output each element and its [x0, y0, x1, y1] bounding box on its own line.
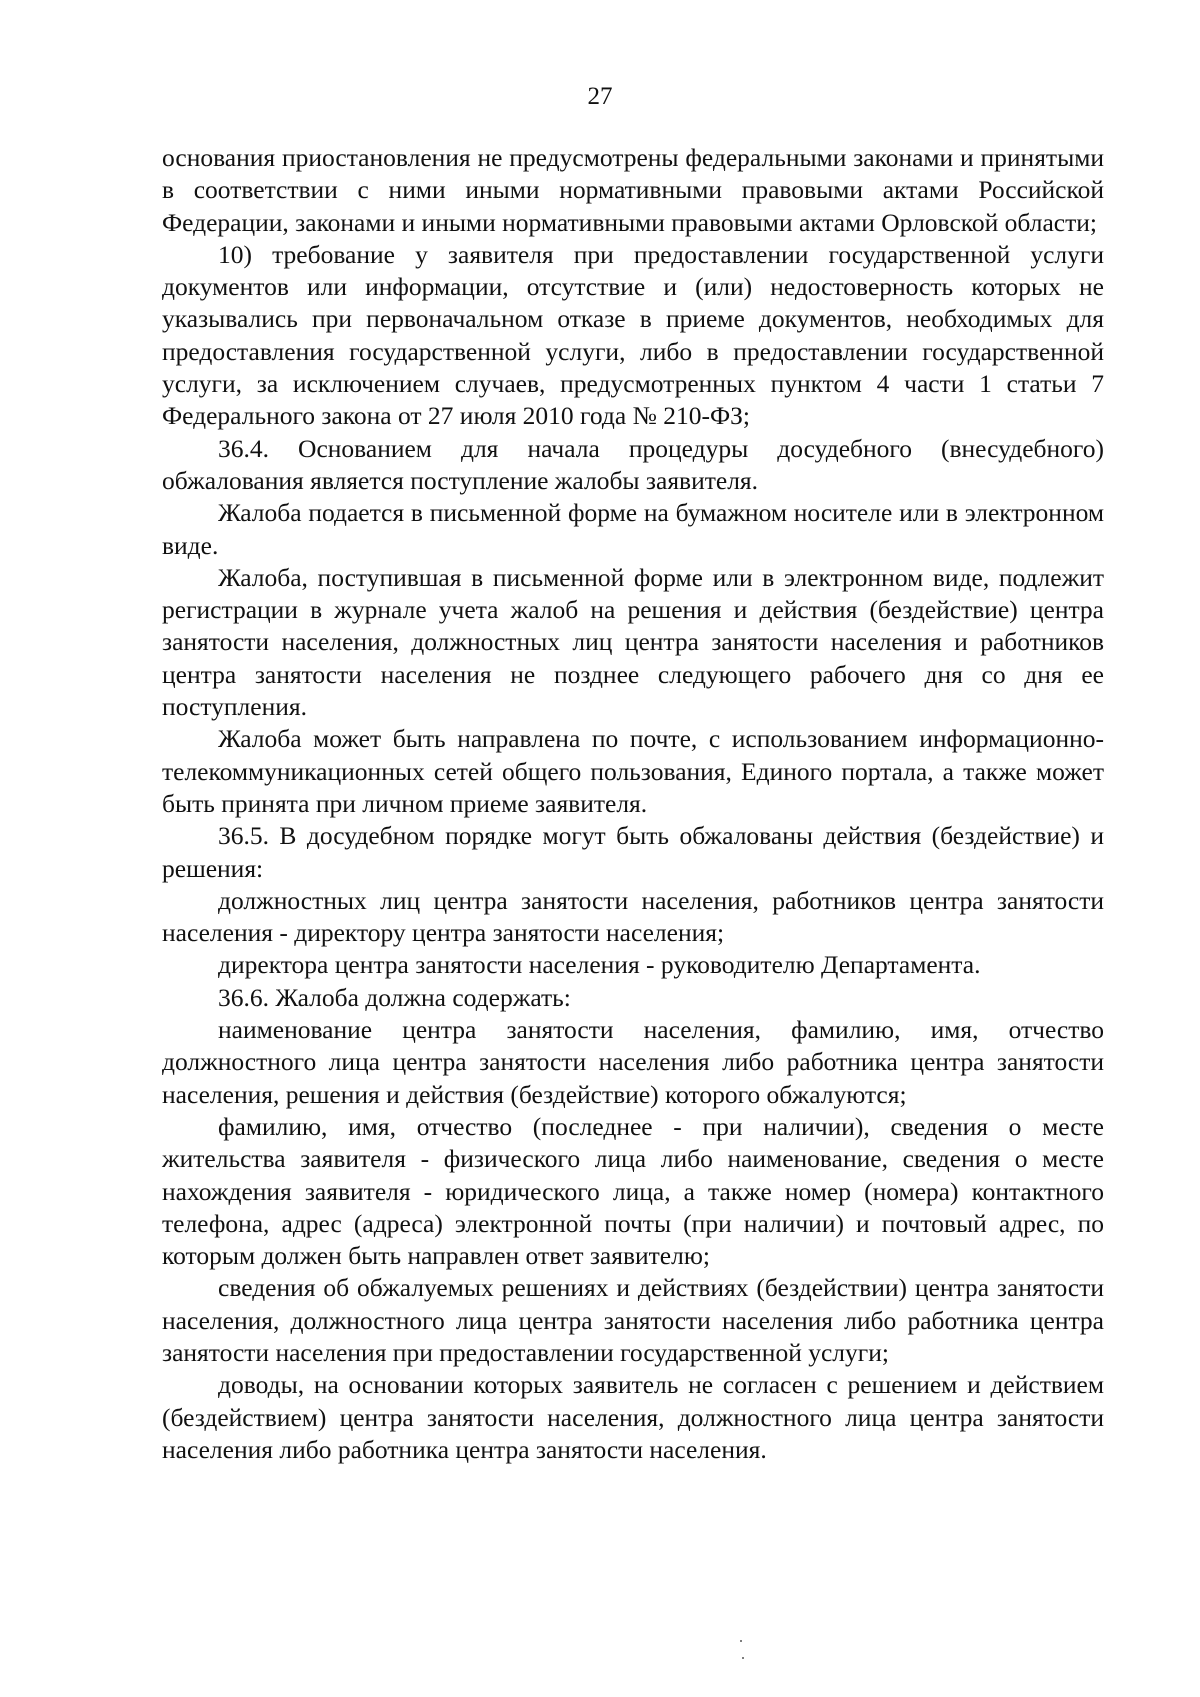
paragraph: 36.5. В досудебном порядке могут быть обжалованы действия (бездействие) и решения: — [162, 821, 1104, 883]
page-number: 27 — [587, 83, 613, 110]
paragraph: основания приостановления не предусмотрены федеральными законами и принятыми в соответствии с ними иными нормативными правовыми актами Российской Федерации, законами и иными нормативными правовыми актами Орловской области; — [162, 143, 1104, 237]
paragraph: наименование центра занятости населения, фамилию, имя, отчество должностного лица центра занятости населения либо работника центра занятости населения, решения и действия (бездействие) которого обжалуются; — [162, 1015, 1104, 1109]
paragraph: 36.6. Жалоба должна содержать: — [218, 982, 571, 1012]
document-body — [162, 142, 1104, 1466]
scan-artifact — [740, 1640, 742, 1642]
paragraph: должностных лиц центра занятости населения, работников центра занятости населения - директору центра занятости населения; — [162, 885, 1104, 948]
paragraph: Жалоба подается в письменной форме на бумажном носителе или в электронном виде. — [162, 498, 1104, 560]
paragraph: фамилию, имя, отчество (последнее - при наличии), сведения о месте жительства заявителя - физического лица либо наименование, сведения о месте нахождения заявителя - юридического лица, а также номер (номера) контактного телефона, адрес (адреса) электронной почты (при наличии) и почтовый адрес, по которым должен быть направлен ответ заявителю; — [162, 1111, 1104, 1271]
paragraph: директора центра занятости населения - руководителю Департамента. — [218, 950, 981, 980]
paragraph: Жалоба может быть направлена по почте, с использованием информационно-телекоммуникационных сетей общего пользования, Единого портала, а также может быть принята при личном приеме заявителя. — [162, 724, 1104, 818]
paragraph: доводы, на основании которых заявитель не согласен с решением и действием (бездействием) центра занятости населения, должностного лица центра занятости населения либо работника центра занятости населения. — [162, 1370, 1104, 1464]
paragraph: Жалоба, поступившая в письменной форме или в электронном виде, подлежит регистрации в журнале учета жалоб на решения и действия (бездействие) центра занятости населения, должностных лиц центра занятости населения и работников центра занятости населения не позднее следующего рабочего дня со дня ее поступления. — [162, 562, 1104, 722]
paragraph: сведения об обжалуемых решениях и действиях (бездействии) центра занятости населения, должностного лица центра занятости населения либо работника центра занятости населения при предоставлении государственной услуги; — [162, 1273, 1104, 1367]
paragraph: 10) требование у заявителя при предоставлении государственной услуги документов или информации, отсутствие и (или) недостоверность которых не указывались при первоначальном отказе в приеме документов, необходимых для предоставления государственной услуги, либо в предоставлении государственной услуги, за исключением случаев, предусмотренных пунктом 4 части 1 статьи 7 Федерального закона от 27 июля 2010 года № 210-ФЗ; — [162, 239, 1104, 431]
paragraph: 36.4. Основанием для начала процедуры досудебного (внесудебного) обжалования является поступление жалобы заявителя. — [162, 433, 1104, 495]
scan-artifact — [742, 1657, 744, 1659]
